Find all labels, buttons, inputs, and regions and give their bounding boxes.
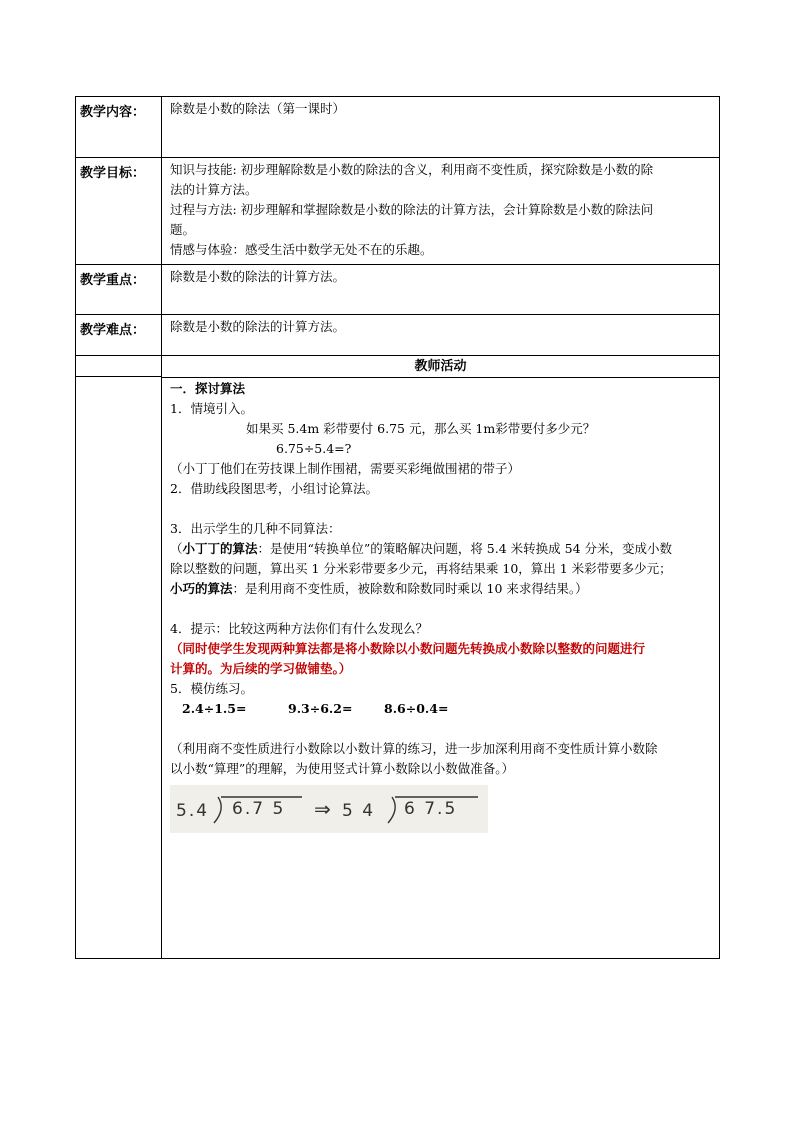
red-note-line-1: （同时使学生发现两种算法都是将小数除以小数问题先转换成小数除以整数的问题进行 — [170, 641, 646, 656]
step-5: 5．模仿练习。 — [170, 681, 253, 696]
step-1: 1．情境引入。 — [170, 401, 253, 416]
right-dividend: 6 7.5 — [404, 799, 458, 819]
difficulty-text: 除数是小数的除法的计算方法。 — [170, 319, 346, 334]
method-2-text: ：是利用商不变性质，被除数和除数同时乘以 10 来求得结果。） — [232, 581, 588, 596]
step-4: 4．提示：比较这两种方法你们有什么发现么？ — [170, 621, 428, 636]
practice-item: 9.3÷6.2= — [288, 701, 353, 716]
label-difficulty: 教学难点： — [80, 323, 146, 338]
section-title: 一．探讨算法 — [170, 381, 246, 396]
practice-item: 2.4÷1.5= — [182, 701, 247, 716]
label-key-point: 教学重点： — [80, 273, 146, 288]
spacer — [170, 599, 713, 619]
teaching-goals-text — [162, 158, 719, 262]
left-divider — [76, 376, 161, 377]
goal-line: 过程与方法: 初步理解和掌握除数是小数的除法的计算方法，会计算除数是小数的除法问 — [170, 202, 654, 217]
note-2-line-1: （利用商不变性质进行小数除以小数计算的练习，进一步加深利用商不变性质计算小数除 — [170, 741, 658, 756]
method-2 — [170, 579, 713, 599]
lesson-plan-table — [75, 96, 720, 959]
long-division-image — [170, 785, 488, 833]
row-teaching-goals — [76, 158, 720, 265]
method-1-continued: 除以整数的问题，算出买 1 分米彩带要多少元，再将结果乘 10，算出 1 米彩带要多少元； — [170, 561, 672, 576]
label-teaching-content: 教学内容： — [80, 105, 146, 120]
teaching-content-text: 除数是小数的除法（第一课时） — [170, 101, 346, 116]
arrow-icon: ⇒ — [314, 797, 333, 821]
left-dividend: 6.7 5 — [232, 799, 286, 819]
left-divisor: 5.4 — [176, 801, 210, 821]
red-note-line-2: 计算的。为后续的学习做铺垫。） — [170, 661, 352, 676]
practice-item: 8.6÷0.4= — [384, 701, 449, 716]
row-teaching-content — [76, 97, 720, 158]
right-divisor: 5 4 — [342, 801, 376, 821]
goal-line: 题。 — [170, 222, 196, 237]
step-3: 3．出示学生的几种不同算法： — [170, 521, 341, 536]
method-1: （小丁丁的算法：是使用“转换单位”的策略解决问题，将 5.4 米转换成 54 分米，变成小数 — [170, 541, 672, 556]
activity-title: 教师活动 — [414, 359, 467, 374]
spacer — [170, 719, 713, 739]
goal-line: 法的计算方法。 — [170, 182, 258, 197]
practice-exercises — [170, 699, 713, 719]
method-2-name: 小巧的算法 — [170, 581, 233, 596]
left-division-bracket — [214, 797, 221, 823]
label-teaching-goals: 教学目标： — [80, 166, 146, 181]
spacer — [170, 499, 713, 519]
key-point-text: 除数是小数的除法的计算方法。 — [170, 269, 346, 284]
method-1-name: 小丁丁的算法 — [182, 541, 258, 556]
goal-line: 知识与技能: 初步理解除数是小数的除法的含义，利用商不变性质，探究除数是小数的除 — [170, 162, 654, 177]
expression-text: 6.75÷5.4=? — [276, 441, 352, 456]
left-header-blank — [76, 356, 161, 376]
method-1-text: ：是使用“转换单位”的策略解决问题，将 5.4 米转换成 54 分米，变成小数 — [257, 541, 672, 556]
row-difficulty — [76, 315, 720, 356]
activity-body — [162, 378, 719, 835]
row-activity — [76, 356, 720, 959]
right-division-bracket — [388, 797, 395, 823]
question-text: 如果买 5.4m 彩带要付 6.75 元，那么买 1m彩带要付多少元？ — [246, 421, 596, 436]
goal-line: 情感与体验：感受生活中数学无处不在的乐趣。 — [170, 242, 433, 257]
note-1: （小丁丁他们在劳技课上制作围裙，需要买彩绳做围裙的带子） — [170, 461, 521, 476]
step-2: 2．借助线段图思考，小组讨论算法。 — [170, 481, 378, 496]
row-key-point — [76, 265, 720, 315]
long-division-diagram — [170, 785, 488, 833]
note-2-line-2: 以小数“算理”的理解，为使用竖式计算小数除以小数做准备。） — [170, 761, 515, 776]
